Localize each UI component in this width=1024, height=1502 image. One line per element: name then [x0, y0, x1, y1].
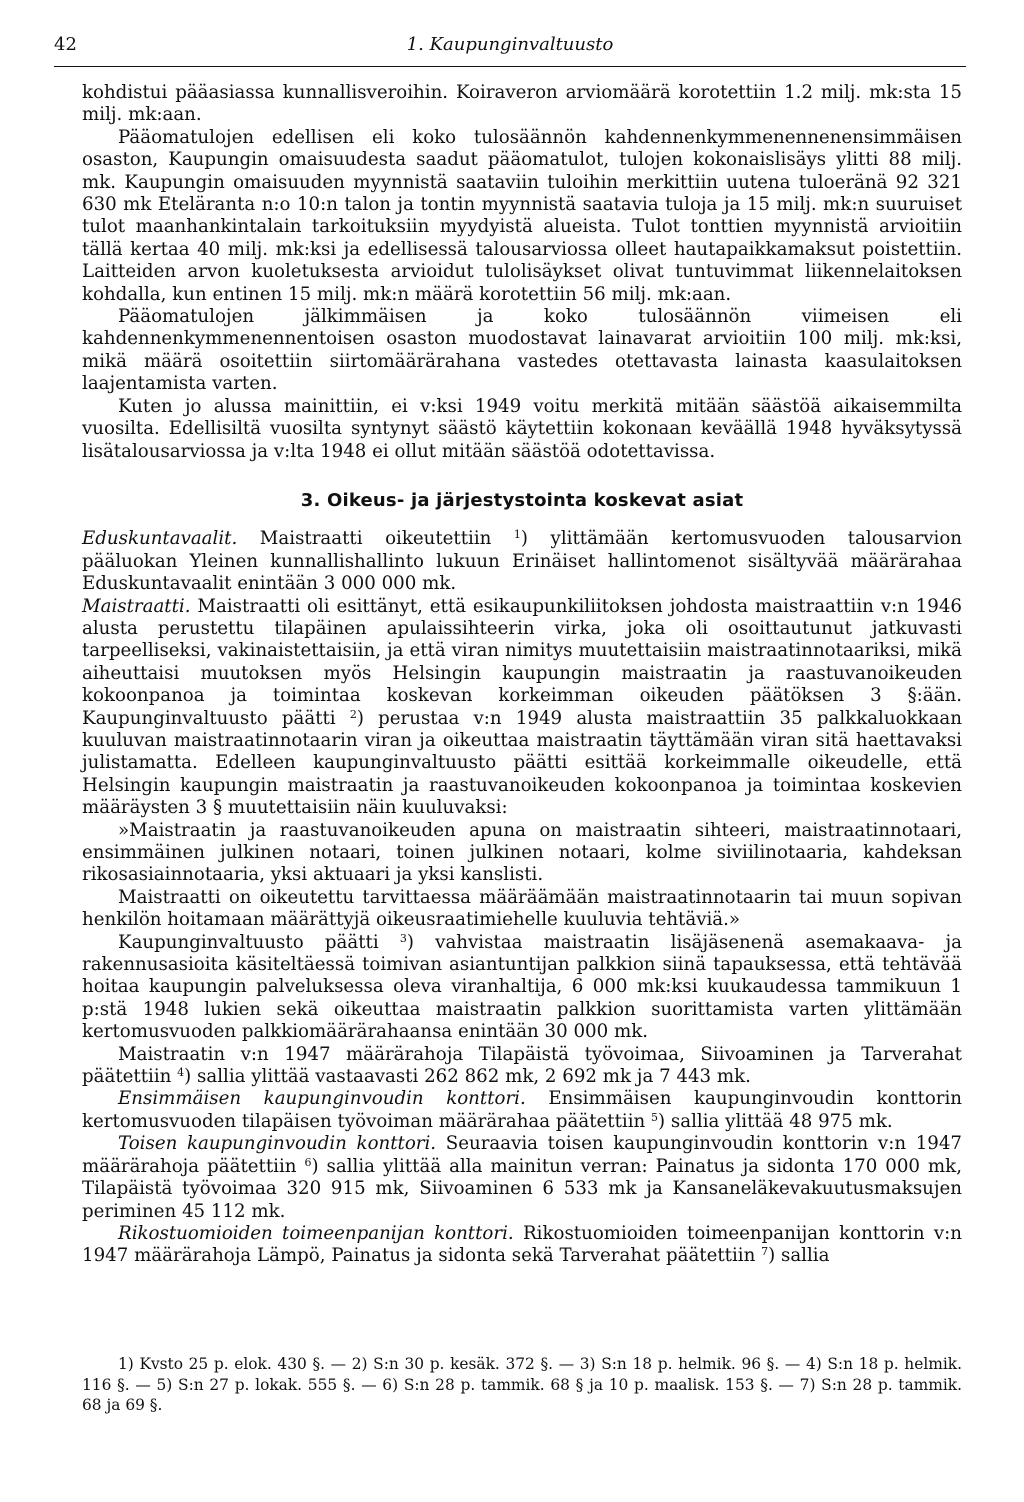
- footnote-ref: 2: [349, 707, 357, 721]
- paragraph-text: ) ylittämään kertomusvuoden talousarvion pääluokan Yleinen kunnallishallinto lukuun Erinäiset hallintomenot sisältyvää määrärahaa Eduskuntavaalit enintään 3 000 000 mk.: [82, 528, 962, 595]
- paragraph-rikostuomiot: [82, 1223, 962, 1268]
- paragraph-text: ) vahvistaa maistraatin lisäjäsenenä asemakaava- ja rakennusasioita käsiteltäessä toimivan asiantuntijan palkkion siinä tapauksessa, että tehtävää hoitaa kaupungin palveluksessa oleva viranhaltija, 6 000 mk:ksi kuukaudessa tammikuun 1 p:stä 1948 lukien sekä oikeuttaa maistraatin palkkion suorittamista varten ylittämään kertomusvuoden palkkiomäärärahaansa enintään 30 000 mk.: [82, 931, 962, 1043]
- paragraph-toinen-konttori: [82, 1133, 962, 1223]
- paragraph-text: Rikostuomioiden toimeenpanijan konttorin v:n 1947 määrärahoja Lämpö, Painatus ja sidonta sekä Tarverahat päätettiin: [82, 1222, 962, 1267]
- footnote-ref: 4: [177, 1066, 185, 1080]
- paragraph-text: ) perustaa v:n 1949 alusta maistraattiin 35 palkkaluokkaan kuuluvan maistraatinnotaarin viran ja oikeuttaa maistraatin täyttämään viran sitä haettavaksi julistamatta. Edelleen kaupunginvaltuusto päätti esittää korkeimmalle oikeudelle, että Helsingin kaupungin maistraatin ja raastuvanoikeuden kokoonpanoa ja toimintaa koskevien määräysten 3 § muutettaisiin näin kuuluvaksi:: [82, 707, 962, 819]
- paragraph-maistraatti: [82, 596, 962, 820]
- footnote-text: 1) Kvsto 25 p. elok. 430 §. — 2) S:n 30 p. kesäk. 372 §. — 3) S:n 18 p. helmik. 96 §. — 4) S:n 18 p. helmik. 116 §. — 5) S:n 27 p. lokak. 555 §. — 6) S:n 28 p. tammik. 68 § ja 10 p. maalisk. 153 §. — 7) S:n 28 p. tammik. 68 ja 69 §.: [82, 1355, 962, 1414]
- paragraph-maararahat: [82, 1044, 962, 1089]
- paragraph-text: Kaupunginvaltuusto päätti: [118, 931, 400, 953]
- paragraph-text: ) sallia ylittää 48 975 mk.: [658, 1110, 893, 1132]
- paragraph-ensimmainen-konttori: [82, 1088, 962, 1133]
- paragraph-text: ) sallia ylittää vastaavasti 262 862 mk, 2 692 mk ja 7 443 mk.: [184, 1066, 751, 1088]
- paragraph-eduskuntavaalit: [82, 528, 962, 595]
- paragraph-text: ) sallia ylittää alla mainitun verran: Painatus ja sidonta 170 000 mk, Tilapäistä työvoimaa 320 915 mk, Siivoaminen 6 533 mk ja Kansaneläkevakuutusmaksujen periminen 45 112 mk.: [82, 1155, 962, 1222]
- footnote-ref: 1: [513, 528, 521, 542]
- footnotes: [82, 1354, 962, 1416]
- run-in-heading: Maistraatti.: [82, 595, 191, 617]
- paragraph-text: Maistraatti oli esittänyt, että esikaupunkiliitoksen johdosta maistraattiin v:n 1946 alusta perustettu tilapäinen apulaissihteerin virka, joka oli osoittautunut jatkuvasti tarpeelliseksi, vakinaistettaisiin, ja että viran nimitys muutettaisiin maistraatinnotaariksi, mikä aiheuttaisi muutoksen myös Helsingin kaupungin maistraatin ja raastuvanoikeuden kokoonpanoa ja toimintaa koskevan korkeimman oikeuden päätöksen 3 §:ään. Kaupunginvaltuusto päätti: [82, 595, 962, 729]
- paragraph-text: Maistraatin v:n 1947 määrärahoja Tilapäistä työvoimaa, Siivoaminen ja Tarverahat päätettiin: [82, 1043, 962, 1088]
- run-in-heading: Eduskuntavaalit.: [82, 528, 238, 550]
- page-number: 42: [54, 34, 77, 55]
- running-title: 1. Kaupunginvaltuusto: [406, 34, 614, 55]
- footnote-ref: 7: [761, 1245, 769, 1259]
- paragraph-text: Ensimmäisen kaupunginvoudin konttorin kertomusvuoden tilapäisen työvoiman määrärahaa päätettiin: [82, 1088, 963, 1132]
- run-in-heading: Ensimmäisen kaupunginvoudin konttori.: [118, 1088, 526, 1110]
- paragraph-text: ) sallia: [768, 1245, 830, 1267]
- paragraph-saasto: Kuten jo alussa mainittiin, ei v:ksi 1949 voitu merkitä mitään säästöä aikaisemmilta vuosilta. Edellisiltä vuosilta syntynyt säästö käytettiin kokonaan keväällä 1948 hyväksytyssä lisätalousarviossa ja v:lta 1948 ei ollut mitään säästöä odotettavissa.: [82, 395, 962, 462]
- page-header: [54, 34, 966, 67]
- section-heading: 3. Oikeus- ja järjestystointa koskevat asiat: [300, 489, 744, 511]
- paragraph-text: Maistraatti oikeutettiin: [237, 528, 514, 550]
- paragraph-lainavarat: Pääomatulojen jälkimmäisen ja koko tulosäännön viimeisen eli kahdennenkymmenennentoisen osaston muodostavat lainavarat arvioitiin 100 milj. mk:ksi, mikä määrä osoitettiin siirtomäärärahana vastedes otettavasta lainasta kaasulaitoksen laajentamista varten.: [82, 306, 962, 395]
- paragraph-quote-1: »Maistraatin ja raastuvanoikeuden apuna on maistraatin sihteeri, maistraatinnotaari, ensimmäinen julkinen notaari, toinen julkinen notaari, kolme siviilinotaaria, kahdeksan rikosasiainnotaaria, yksi aktuaari ja yksi kanslisti.: [82, 819, 962, 886]
- paragraph-text: Seuraavia toisen kaupunginvoudin konttorin v:n 1947 määrärahoja päätettiin: [82, 1133, 962, 1177]
- paragraph-paaomatulot: Pääomatulojen edellisen eli koko tulosäännön kahdennenkymmenennenensimmäisen osaston, Kaupungin omaisuudesta saadut pääomatulot, tulojen kokonaislisäys ylitti 88 milj. mk. Kaupungin omaisuuden myynnistä saataviin tuloihin merkittiin uutena tuloeränä 92 321 630 mk Eteläranta n:o 10:n talon ja tontin myynnistä saatavia tuloja ja 15 milj. mk:n suuruiset tulot maanhankintalain tarkoituksiin myydyistä alueista. Tulot tonttien myynnistä arvioitiin tällä kertaa 40 milj. mk:ksi ja edellisessä talousarviossa olleet hautapaikkamaksut poistettiin. Laitteiden arvon kuoletuksesta arvioidut tulolisäykset olivat tuntuvimmat liikennelaitoksen kohdalla, kun entinen 15 milj. mk:n määrä korotettiin 56 milj. mk:aan.: [82, 126, 962, 305]
- footnote-ref: 3: [399, 931, 407, 945]
- footnote-ref: 6: [304, 1155, 312, 1169]
- paragraph-quote-2: Maistraatti on oikeutettu tarvittaessa määräämään maistraatinnotaarin tai muun sopivan henkilön hoitamaan määrättyjä oikeusraatimiehelle kuuluvia tehtäviä.»: [82, 886, 962, 931]
- footnote-ref: 5: [651, 1110, 659, 1124]
- paragraph-palkkio: [82, 932, 962, 1044]
- body-text: [82, 82, 962, 1268]
- run-in-heading: Toisen kaupunginvoudin konttori.: [118, 1133, 437, 1155]
- run-in-heading: Rikostuomioiden toimeenpanijan konttori.: [118, 1222, 514, 1244]
- paragraph-koiravero: kohdistui pääasiassa kunnallisveroihin. Koiraveron arviomäärä korotettiin 1.2 milj. mk:sta 15 milj. mk:aan.: [82, 82, 962, 126]
